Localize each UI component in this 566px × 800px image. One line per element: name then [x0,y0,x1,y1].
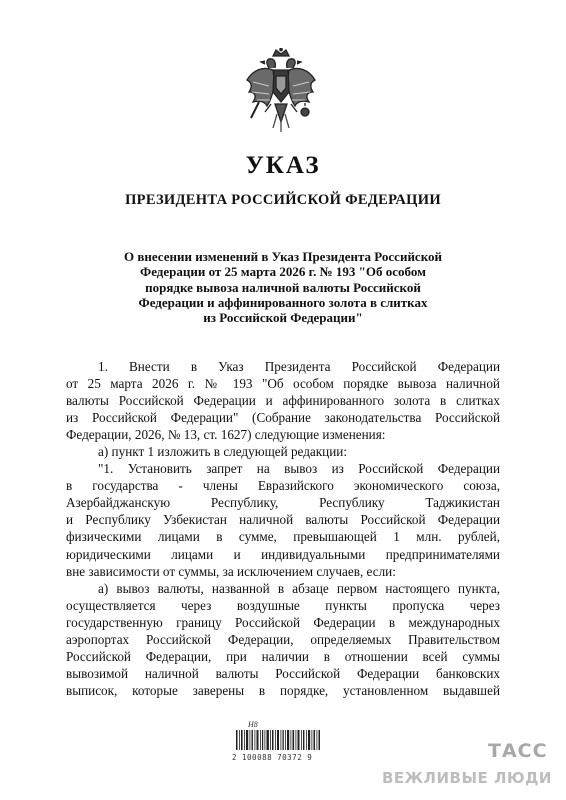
coat-of-arms-emblem [243,48,319,136]
decree-title [100,249,466,325]
body-line: вывозимой наличной валюты Российской Федерации банковских [66,665,500,681]
body-line: а) вывоз валюты, названной в абзаце первом настоящего пункта, [98,580,500,596]
body-line: валюты Российской Федерации и аффинированного золота в слитках [66,393,500,409]
title-line: из Российской Федерации" [203,310,363,326]
barcode-number: 2 100088 70372 9 [232,753,313,762]
title-line: порядке вывоза наличной валюты Российской [145,279,421,295]
decree-issuer: ПРЕЗИДЕНТА РОССИЙСКОЙ ФЕДЕРАЦИИ [125,192,441,208]
body-line: "1. Установить запрет на вывоз из Российской Федерации [98,461,500,477]
body-line: вне зависимости от суммы, за исключением случаев, если: [66,563,396,579]
body-line: и Республику Узбекистан наличной валюты Российской Федерации [66,512,500,528]
tass-watermark: ТАСС [488,740,548,762]
body-line: а) пункт 1 изложить в следующей редакции: [98,444,348,460]
channel-watermark: ВЕЖЛИВЫЕ ЛЮДИ [382,769,552,787]
body-line: 1. Внести в Указ Президента Российской Федерации [98,359,500,374]
body-line: аэропортах Российской Федерации, определяемых Правительством [66,631,500,647]
body-line: физическими лицами в сумме, превышающей 1 млн. рублей, [66,529,500,545]
body-line: в государства - члены Евразийского экономического союза, [66,478,500,494]
decree-body [66,358,500,699]
body-line: Российской Федерации, при наличии в отношении всей суммы [66,648,500,664]
body-line: государственную границу Российской Федерации в международных [66,614,500,630]
barcode-image [236,730,320,750]
body-line: Федерации, 2026, № 13, ст. 1627) следующие изменения: [66,427,386,443]
body-line: от 25 марта 2026 г. № 193 "Об особом порядке вывоза наличной [66,376,500,392]
body-line: Азербайджанскую Республику, Республику Таджикистан [66,495,500,511]
body-line: юридическими лицами и индивидуальными предпринимателями [66,546,500,562]
body-line: выписок, которые заверены в порядке, установленном выдавшей [66,682,500,698]
decree-heading: УКАЗ [245,152,321,179]
title-line: Федерации и аффинированного золота в слитках [138,294,428,310]
title-line: О внесении изменений в Указ Президента Российской [123,249,443,264]
stamp-mark: Н8 [248,720,258,729]
body-line: осуществляется через воздушные пункты пропуска через [66,597,500,613]
title-line: Федерации от 25 марта 2026 г. № 193 "Об особом [140,264,426,280]
body-line: из Российской Федерации" (Собрание законодательства Российской [66,410,500,426]
